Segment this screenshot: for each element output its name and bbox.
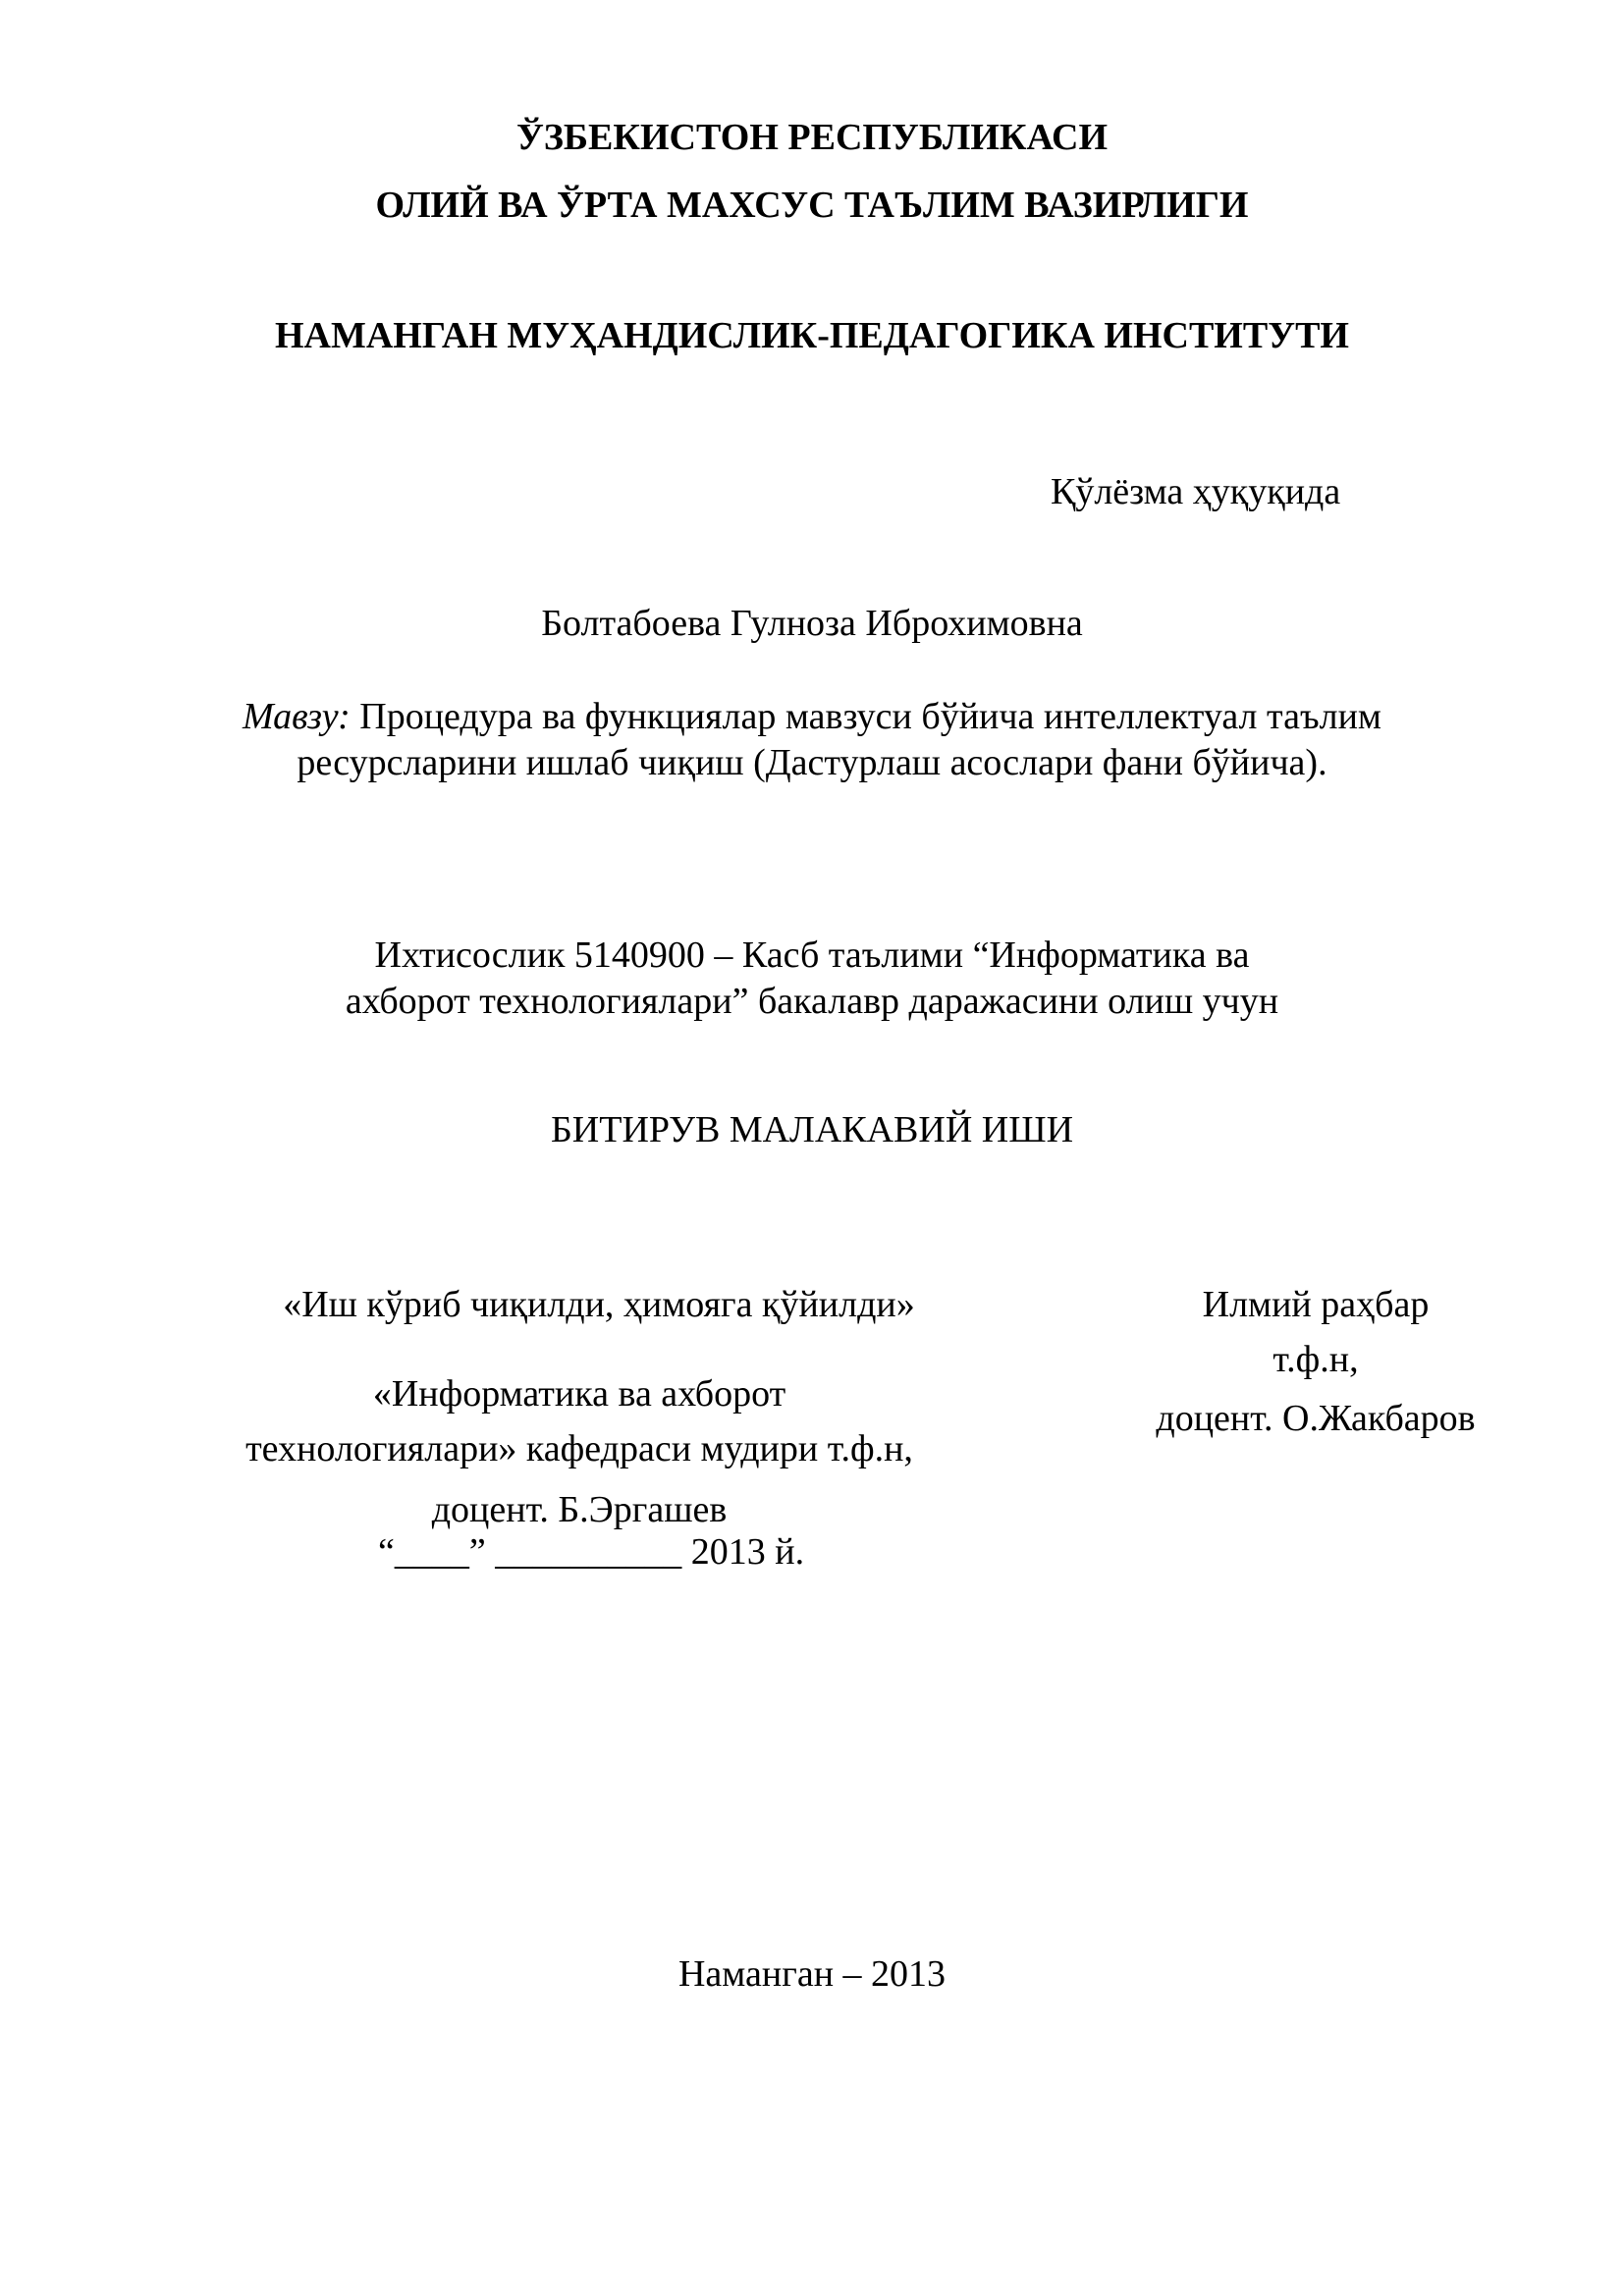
approval-line-3: технологиялари» кафедраси мудири т.ф.н, [245, 1428, 913, 1469]
topic-text-1: Процедура ва функциялар мавзуси бўйича интеллектуал таълим [359, 696, 1381, 737]
topic-line-1 [0, 694, 1624, 739]
author-name: Болтабоева Гулноза Иброхимовна [541, 603, 1083, 644]
specialty-line-2: ахборот технологиялари” бакалавр даражасини олиш учун [345, 981, 1279, 1022]
place-and-year: Наманган – 2013 [677, 1953, 947, 1995]
approval-line-4: доцент. Б.Эргашев [431, 1489, 728, 1530]
supervisor-line-2: т.ф.н, [1272, 1339, 1359, 1380]
work-type-title: БИТИРУВ МАЛАКАВИЙ ИШИ [550, 1109, 1074, 1150]
topic-label: Мавзу: [243, 696, 351, 737]
institute-name: НАМАНГАН МУҲАНДИСЛИК-ПЕДАГОГИКА ИНСТИТУТИ [275, 315, 1349, 356]
approval-line-1: «Иш кўриб чиқилди, ҳимояга қўйилди» [283, 1284, 915, 1325]
approval-date-line: “____” __________ 2013 й. [378, 1531, 805, 1573]
specialty-line-1: Ихтисослик 5140900 – Касб таълими “Информатика ва [374, 934, 1250, 976]
approval-line-2: «Информатика ва ахборот [372, 1373, 786, 1415]
topic-line-2: ресурсларини ишлаб чиқиш (Дастурлаш асослари фани бўйича). [297, 742, 1327, 783]
ministry-line-1: ЎЗБЕКИСТОН РЕСПУБЛИКАСИ [515, 117, 1109, 158]
supervisor-line-1: Илмий раҳбар [1202, 1284, 1430, 1325]
supervisor-line-3: доцент. О.Жакбаров [1156, 1398, 1476, 1439]
ministry-line-2: ОЛИЙ ВА ЎРТА МАХСУС ТАЪЛИМ ВАЗИРЛИГИ [375, 185, 1249, 226]
manuscript-rights-note: Қўлёзма ҳуқуқида [1051, 471, 1341, 512]
